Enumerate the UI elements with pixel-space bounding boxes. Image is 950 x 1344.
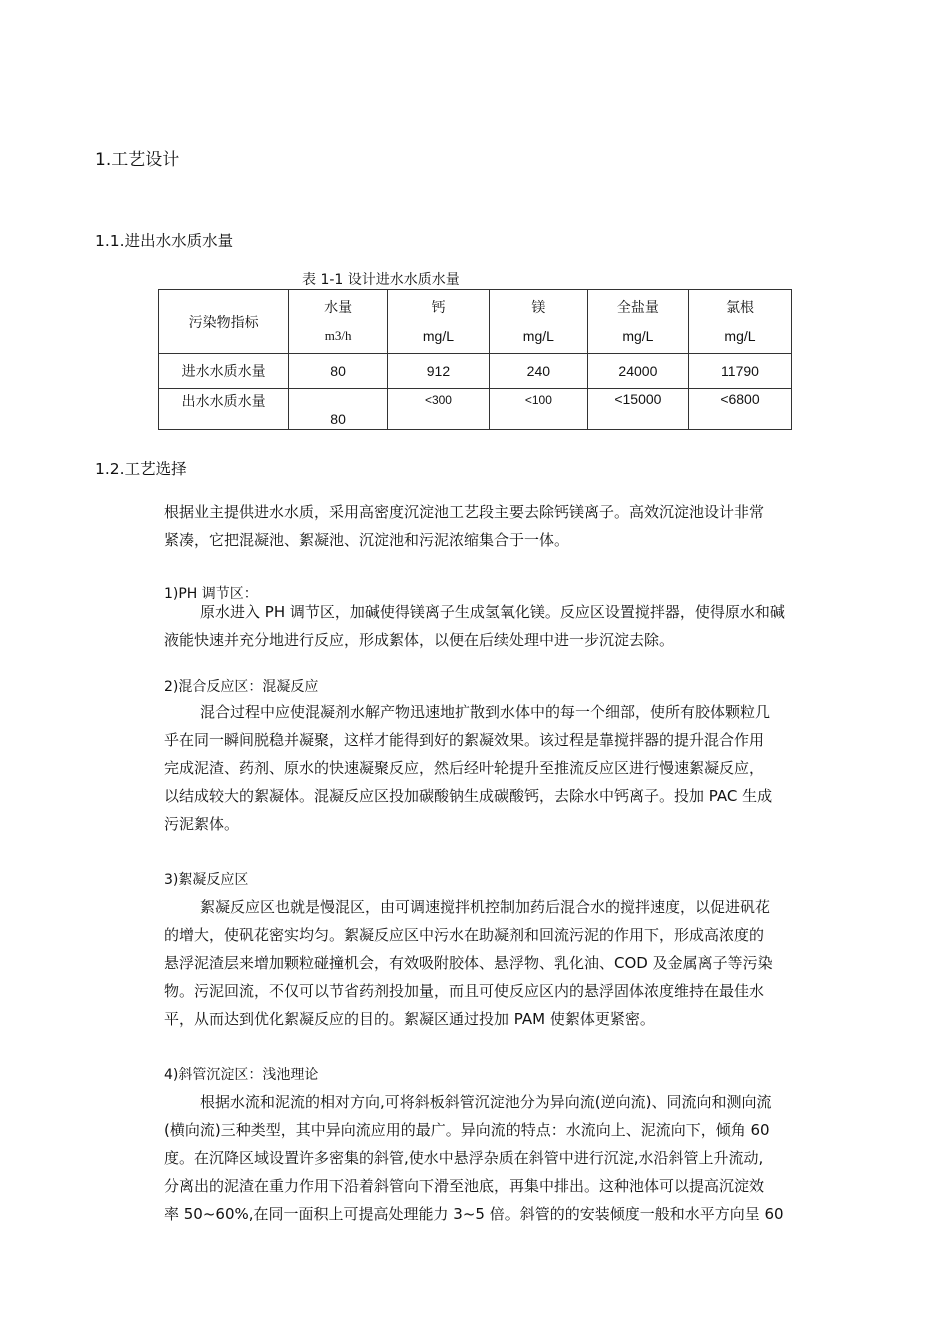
row-label-cell: 出水水质水量 bbox=[159, 389, 289, 430]
table-row-outflow bbox=[159, 389, 792, 430]
table-cell: 912 bbox=[388, 354, 490, 389]
sub-heading-mixing: 2)混合反应区：混凝反应 bbox=[164, 679, 319, 695]
table-cell: 80 bbox=[289, 389, 388, 430]
header-label-cell: 污染物指标 bbox=[159, 290, 289, 354]
water-quality-table bbox=[158, 289, 792, 430]
paragraph-flocculation: 絮凝反应区也就是慢混区，由可调速搅拌机控制加药后混合水的搅拌速度，以促进矾花 的增大，使矾花密实均匀。絮凝反应区中污水在助凝剂和回流污泥的作用下，形成高浓度的 悬浮泥渣层来增加颗粒碰撞机会，有效吸附胶体、悬浮物、乳化油、COD 及金属离子等污染 物。污泥回流，不仅可以节省药剂投加量，而且可使反应区内的悬浮固体浓度维持在最佳水 平，从而达到优化絮凝反应的目的。絮凝区通过投加 PAM 使絮体更紧密。 bbox=[164, 898, 773, 1028]
intro-paragraph: 根据业主提供进水水质，采用高密度沉淀池工艺段主要去除钙镁离子。高效沉淀池设计非常 紧凑，它把混凝池、絮凝池、沉淀池和污泥浓缩集合于一体。 bbox=[164, 503, 765, 549]
table-cell: <15000 bbox=[587, 389, 688, 430]
table-cell: <100 bbox=[489, 389, 587, 430]
table-caption: 表 1-1 设计进水水质水量 bbox=[302, 272, 460, 288]
header-cell-total-salt: 全盐量 mg/L bbox=[587, 290, 688, 354]
paragraph-inclined-tube: 根据水流和泥流的相对方向,可将斜板斜管沉淀池分为异向流(逆向流)、同流向和测向流 (横向流)三种类型，其中异向流应用的最广。异向流的特点：水流向上、泥流向下，倾角 60 度。在沉降区域设置许多密集的斜管,使水中悬浮杂质在斜管中进行沉淀,水沿斜管上升流动, 分离出的泥渣在重力作用下沿着斜管向下滑至池底，再集中排出。这种池体可以提高沉淀效 率 50~60%,在同一面积上可提高处理能力 3~5 倍。斜管的的安装倾度一般和水平方向呈 60 bbox=[164, 1093, 784, 1223]
header-cell-calcium: 钙 mg/L bbox=[388, 290, 490, 354]
paragraph-ph: 原水进入 PH 调节区，加碱使得镁离子生成氢氧化镁。反应区设置搅拌器，使得原水和碱 液能快速并充分地进行反应，形成絮体，以便在后续处理中进一步沉淀去除。 bbox=[164, 603, 785, 649]
subsection-title-process-selection: 1.2.工艺选择 bbox=[95, 460, 187, 478]
table-cell: 240 bbox=[489, 354, 587, 389]
sub-heading-ph: 1)PH 调节区： bbox=[164, 586, 258, 602]
header-cell-chloride: 氯根 mg/L bbox=[688, 290, 791, 354]
section-title: 1.工艺设计 bbox=[95, 150, 180, 170]
table-cell: 24000 bbox=[587, 354, 688, 389]
table-header-row bbox=[159, 290, 792, 354]
sub-heading-inclined-tube: 4)斜管沉淀区：浅池理论 bbox=[164, 1067, 319, 1083]
table-cell: <6800 bbox=[688, 389, 791, 430]
sub-heading-flocculation: 3)絮凝反应区 bbox=[164, 872, 249, 888]
subsection-title-water-quality: 1.1.进出水水质水量 bbox=[95, 232, 234, 250]
table-cell: <300 bbox=[388, 389, 490, 430]
table-row-inflow bbox=[159, 354, 792, 389]
paragraph-mixing: 混合过程中应使混凝剂水解产物迅速地扩散到水体中的每一个细部，使所有胶体颗粒几 乎在同一瞬间脱稳并凝聚，这样才能得到好的絮凝效果。该过程是靠搅拌器的提升混合作用 完成泥渣、药剂、原水的快速凝聚反应，然后经叶轮提升至推流反应区进行慢速絮凝反应， 以结成较大的絮凝体。混凝反应区投加碳酸钠生成碳酸钙，去除水中钙离子。投加 PAC 生成 污泥絮体。 bbox=[164, 703, 773, 833]
header-cell-magnesium: 镁 mg/L bbox=[489, 290, 587, 354]
header-cell-water-volume: 水量 m3/h bbox=[289, 290, 388, 354]
table-cell: 11790 bbox=[688, 354, 791, 389]
row-label-cell: 进水水质水量 bbox=[159, 354, 289, 389]
table-cell: 80 bbox=[289, 354, 388, 389]
